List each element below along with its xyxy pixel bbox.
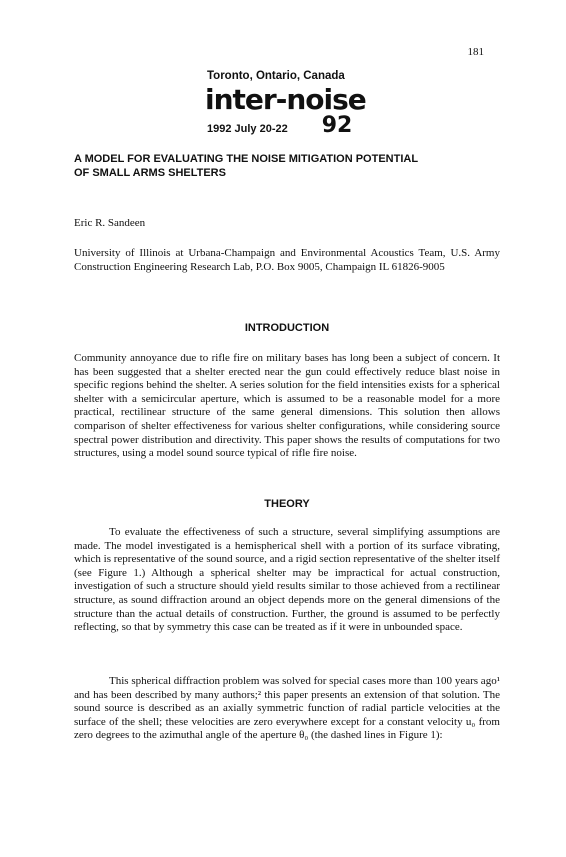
section-heading-introduction: INTRODUCTION	[244, 322, 330, 334]
conference-year-logo: 92	[321, 113, 353, 138]
intro-paragraph: Community annoyance due to rifle fire on military bases has long been a subject of concern. It has been suggested that a shelter erected near the gun could effectively reduce blast noise in specific regions behind the shelter. A series solution for the field intensities exists for a spherical shelter with a semicircular aperture, which is assumed to be a reasonable model for a more practical, rectilinear structure of the same general dimensions. This solution then allows comparison of shelter effectiveness for various shelter configurations, while considering source spectral power distribution and directivity. This paper shows the results of computations for two structures, using a model sound source typical of rifle fire noise.	[74, 352, 500, 460]
conference-location: Toronto, Ontario, Canada	[207, 70, 345, 82]
author-affiliation: University of Illinois at Urbana-Champaign and Environmental Acoustics Team, U.S. Army Construction Engineering Research Lab, P.O. Box 9005, Champaign IL 61826-9005	[74, 247, 500, 273]
conference-header	[207, 70, 387, 136]
title-line: A MODEL FOR EVALUATING THE NOISE MITIGATION POTENTIAL	[74, 153, 419, 165]
title-line: OF SMALL ARMS SHELTERS	[74, 167, 226, 179]
theory-paragraph: This spherical diffraction problem was solved for special cases more than 100 years ago¹ and has been described by many authors;² this paper presents an extension of that solution. The sound source is described as an axially symmetric function of radial particle velocities at the surface of the shell; these velocities are zero everywhere except for a constant velocity u₀ from zero degrees to the azimuthal angle of the aperture θ₀ (the dashed lines in Figure 1):	[74, 675, 500, 742]
theory-paragraph: To evaluate the effectiveness of such a structure, several simplifying assumptions are made. The model investigated is a hemispherical shell with a portion of its surface vibrating, which is representative of the sound source, and a rigid section representative of the shelter itself (see Figure 1.) Although a spherical shelter may be impractical for actual construction, investigation of such a structure should yield results similar to those achieved from a rectilinear structure, as sound diffraction around an object depends more on the general dimensions of the structure than the actual details of construction. Further, the ground is assumed to be perfectly reflecting, so that by symmetry this case can be treated as if it were in unbounded space.	[74, 526, 500, 634]
section-heading-theory: THEORY	[264, 498, 310, 510]
conference-date: 1992 July 20-22	[207, 123, 288, 135]
conference-logo: inter-noise	[205, 83, 366, 116]
conference-date-row	[207, 113, 387, 138]
paper-title	[74, 152, 494, 180]
author-name: Eric R. Sandeen	[74, 217, 146, 229]
page-number: 181	[467, 46, 484, 58]
